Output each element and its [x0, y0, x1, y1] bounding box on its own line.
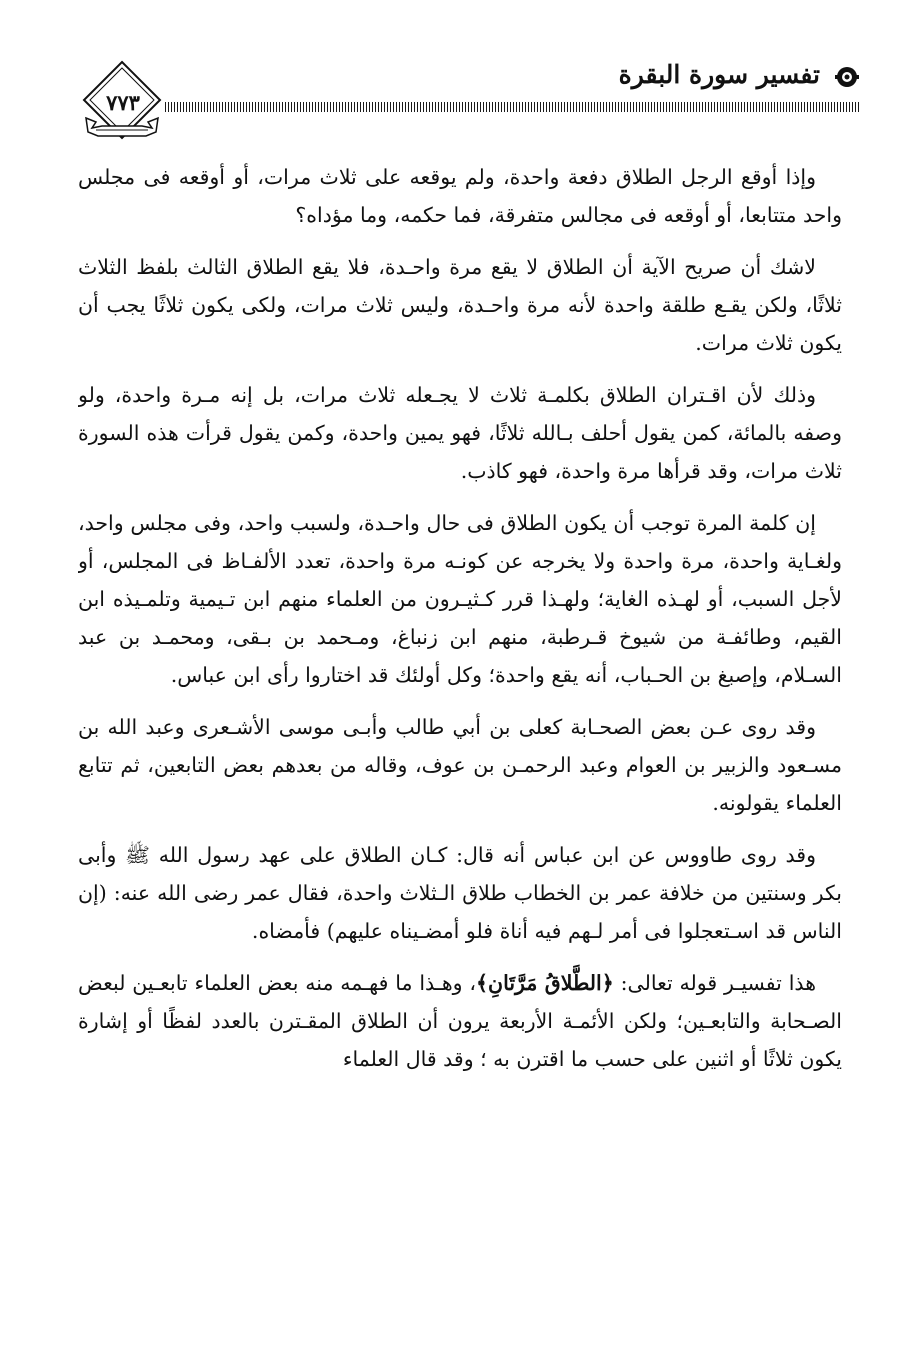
paragraph-6: وقد روى طاووس عن ابن عباس أنه قال: كـان الطلاق على عهد رسول الله ﷺ وأبى بكر وسنتين من خلافة عمر بن الخطاب طلاق الـثلاث واحدة، فقال عمر رضى الله عنه: (إن الناس قد اسـتعجلوا فى أمر لـهم فيه أناة فلو أمضـيناه عليهم) فأمضاه.	[78, 843, 842, 943]
body-text	[78, 158, 842, 1318]
page-number-badge	[80, 56, 165, 156]
header-ornament-icon	[834, 64, 860, 90]
header-rule	[165, 102, 860, 112]
page-header	[80, 56, 860, 156]
paragraph-1: وإذا أوقع الرجل الطلاق دفعة واحدة، ولم يوقعه على ثلاث مرات، أو أوقعه فى مجلس واحد متتابعا، أو أوقعه فى مجالس متفرقة، فما حكمه، وما مؤداه؟	[78, 165, 842, 227]
paragraph-4: إن كلمة المرة توجب أن يكون الطلاق فى حال واحـدة، ولسبب واحد، وفى مجلس واحد، ولغـاية واحدة، مرة واحدة ولا يخرجه عن كونـه مرة واحدة، تعدد الألفـاظ فى المجلس، أو لأجل السبب، أو لهـذه الغاية؛ ولهـذا قرر كـثيـرون من العلماء منهم ابن تـيمية وتلمـيذه ابن القيم، وطائفـة من شيوخ قـرطبة، منهم ابن زنباغ، ومـحمد بن بـقى، ومحمـد بن عبد السـلام، وإصبغ بن الحـباب، أنه يقع واحدة؛ وكل أولئك قد اختاروا رأى ابن عباس.	[78, 511, 842, 687]
paragraph-7-rest: ، وهـذا ما فهـمه منه بعض العلماء تابعـين لبعض الصـحابة والتابعـين؛ ولكن الأئمـة الأربعة يرون أن الطلاق المقـترن بالعدد لفظًا أو إشارة يكون ثلاثًا أو اثنين على حسب ما اقترن به ؛ وقد قال العلماء	[78, 971, 842, 1071]
running-title: تفسير سورة البقرة	[618, 60, 820, 89]
paragraph-5: وقد روى عـن بعض الصحـابة كعلى بن أبي طالب وأبـى موسى الأشـعرى وعبد الله بن مسـعود والزبير بن العوام وعبد الرحمـن بن عوف، وقاله من بعدهم بعض التابعين، ثم تتابع العلماء يقولونه.	[78, 715, 842, 815]
page-number: ٧٧٣	[106, 90, 140, 115]
quranic-quote: ﴿الطَّلاقُ مَرَّتَانِ﴾	[476, 971, 614, 995]
paragraph-7-lead: هذا تفسيـر قوله تعالى:	[613, 971, 817, 995]
paragraph-2: لاشك أن صريح الآية أن الطلاق لا يقع مرة واحـدة، فلا يقع الطلاق الثالث بلفظ الثلاث ثلاثًا، ولكن يقـع طلقة واحدة لأنه مرة واحـدة، وليس ثلاث مرات، ولكى يكون ثلاثًا يجب أن يكون ثلاث مرات.	[78, 255, 842, 355]
paragraph-3: وذلك لأن اقـتران الطلاق بكلمـة ثلاث لا يجـعله ثلاث مرات، بل إنه مـرة واحدة، ولو وصفه بالمائة، كمن يقول أحلف بـالله ثلاثًا، فهو يمين واحدة، وكمن يقول قرأت هذه السورة ثلاث مرات، وقد قرأها مرة واحدة، فهو كاذب.	[78, 383, 842, 483]
paragraph-7	[78, 964, 842, 1078]
